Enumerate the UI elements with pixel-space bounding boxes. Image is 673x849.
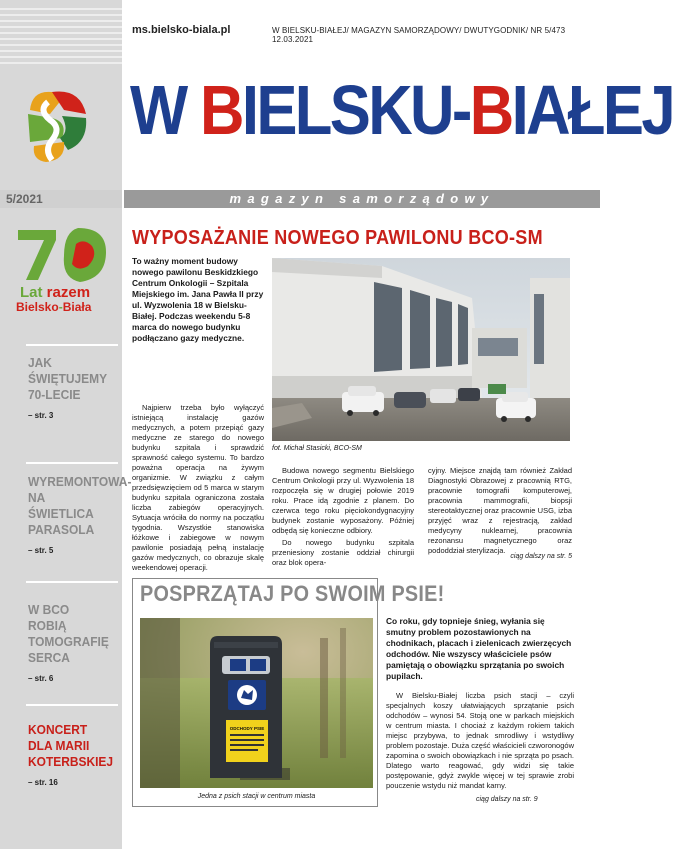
- article1-lead: To ważny moment budowy nowego pawilonu Beskidzkiego Centrum Onkologii – Szpitala Miejskiego im. Jana Pawła II przy ul. Wyzwolenia 18 w Bielsku-Białej. Podczas weekendu 5-8 marca do nowego budynku podłączano gazy medyczne.: [132, 256, 264, 343]
- toc-divider: [26, 581, 118, 583]
- anniversary-word: Bielsko: [16, 300, 59, 314]
- article1-column: [428, 466, 572, 558]
- article1-paragraph: cyjny. Miejsce znajdą tam również Zakład Diagnostyki Obrazowej z pracownią RTG, pracownie tomografii komputerowej, pracownia mammografii, biopsji stereotaktycznej oraz pracownie USG, izba przyjęć wraz z rejestracją, zakład medycyny nuklearnej, pracownia rezonansu magnetycznego oraz pododdział sterylizacja.: [428, 466, 572, 555]
- issue-bar: [0, 190, 122, 208]
- magazine-title: [130, 70, 673, 150]
- article1-continued-link[interactable]: ciąg dalszy na str. 5: [510, 553, 572, 560]
- article1-photo: [272, 258, 570, 441]
- sidebar: [0, 208, 132, 849]
- anniversary-number-graphic: [14, 226, 114, 284]
- toc-title: JAK ŚWIĘTUJEMY 70-LECIE: [28, 355, 108, 402]
- anniversary-line1: [20, 284, 90, 301]
- toc-item[interactable]: [28, 355, 118, 420]
- article1-column: [132, 403, 264, 575]
- article2-continued-link[interactable]: ciąg dalszy na str. 9: [476, 796, 538, 803]
- toc-item[interactable]: [28, 474, 132, 555]
- title-part: IELSKU-: [241, 71, 470, 149]
- anniversary-sep: -: [58, 300, 63, 314]
- toc-page: – str. 16: [28, 778, 58, 787]
- article1-caption: fot. Michał Stasicki, BCO-SM: [272, 445, 362, 452]
- anniversary-word: Biała: [62, 300, 92, 314]
- article1-paragraph: Budowa nowego segmentu Bielskiego Centrum Onkologii przy ul. Wyzwolenia 18 rozpoczęła się w drugiej połowie 2019 roku. Prace idą zgodnie z planem. Do czerwca tego roku pięciokondygnacyjny budynek zostanie wyposażony. Później odbędą się konieczne odbiory.: [272, 466, 414, 535]
- article2-lead: Co roku, gdy topnieje śnieg, wyłania się smutny problem pozostawionych na chodnikach, placach i zielenicach zwierzęcych odchodów. Nie wszyscy właściciele psów pamiętają o obowiązku sprzątania po swoich pupilach.: [386, 616, 572, 681]
- toc-page: – str. 5: [28, 546, 54, 555]
- toc-page: – str. 6: [28, 674, 54, 683]
- issue-info: W BIELSKU-BIAŁEJ/ MAGAZYN SAMORZĄDOWY/ DWUTYGODNIK/ NR 5/473 12.03.2021: [272, 26, 566, 44]
- article2-caption: Jedna z psich stacji w centrum miasta: [197, 793, 316, 800]
- title-part: W: [130, 71, 200, 149]
- article2-body: W Bielsku-Białej liczba psich stacji – czyli specjalnych koszy ułatwiających sprzątanie psich odchodów – wynosi 54. Stoją one w parkach miejskich w centrum miasta. I chociaż z każdym rokiem takich miejsc przybywa, to jednak smrodliwy i wstydliwy problem pozostaje. Duża część właścicieli czworonogów zapomina o swoich obowiązkach i nie sprząta po psach. Dlatego warto reagować, gdy widzi się takie postępowanie, gdyż zwykle więcej w tej sprawie zrobi pouczenie wstydu niż mandat karny.: [386, 691, 574, 790]
- magazine-subtitle: magazyn samorządowy: [229, 191, 495, 206]
- toc-divider: [26, 704, 118, 706]
- title-letter-b: B: [199, 71, 242, 149]
- issue-number: 5/2021: [6, 192, 43, 206]
- dog-station-image: [140, 618, 373, 788]
- anniversary-word: Lat: [20, 284, 47, 301]
- article1-headline[interactable]: WYPOSAŻANIE NOWEGO PAWILONU BCO-SM: [132, 227, 543, 249]
- article2-headline[interactable]: POSPRZĄTAJ PO SWOIM PSIE!: [140, 581, 445, 606]
- article1-column: [272, 466, 414, 570]
- anniversary-line2: [16, 300, 91, 314]
- city-logo: [22, 80, 92, 170]
- masthead: [0, 0, 673, 190]
- article1-paragraph: Najpierw trzeba było wyłączyć istniejącą instalację gazów medycznych, a potem przepiąć gazy medyczne ze starego do nowego budynku szpitala i sprawdzić sprawność całego systemu. To bardzo poważna operacja na żywym organizmie. W związku z całym przedsięwzięciem od 5 marca w starym budynku szpitala ograniczona została liczba zabiegów operacyjnych. Sytuacja wróciła do normy na początku tygodnia. Wszystkie stanowiska łóżkowe i zabiegowe w nowym pawilonie posiadają pełną instalację gazów medycznych, co obrazuje skalę weekendowej operacji.: [132, 403, 264, 572]
- site-url[interactable]: ms.bielsko-biala.pl: [132, 24, 231, 36]
- toc-divider: [26, 462, 118, 464]
- toc-title: W BCO ROBIĄ TOMOGRAFIĘ SERCA: [28, 602, 109, 665]
- article2-photo: [140, 618, 373, 788]
- toc-title: WYREMONTOWA- NA ŚWIETLICA PARASOLA: [28, 474, 132, 537]
- anniversary-word: razem: [46, 284, 91, 301]
- toc-divider: [26, 344, 118, 346]
- article1-paragraph: Do nowego budynku szpitala przeniesiony zostanie oddział chirurgii oraz blok opera-: [272, 538, 414, 567]
- toc-item[interactable]: [28, 722, 118, 787]
- hospital-building-image: [272, 258, 570, 441]
- title-part: IAŁEJ: [511, 71, 673, 149]
- toc-item[interactable]: [28, 602, 118, 683]
- toc-page: – str. 3: [28, 411, 54, 420]
- sign-text: ODCHODY PSIE: [229, 726, 265, 731]
- anniversary-logo: [14, 226, 114, 316]
- toc-title: KONCERT DLA MARII KOTERBSKIEJ: [28, 722, 114, 769]
- masthead-sidebar: [0, 0, 122, 190]
- title-letter-b: B: [469, 71, 512, 149]
- subtitle-bar: [124, 190, 600, 208]
